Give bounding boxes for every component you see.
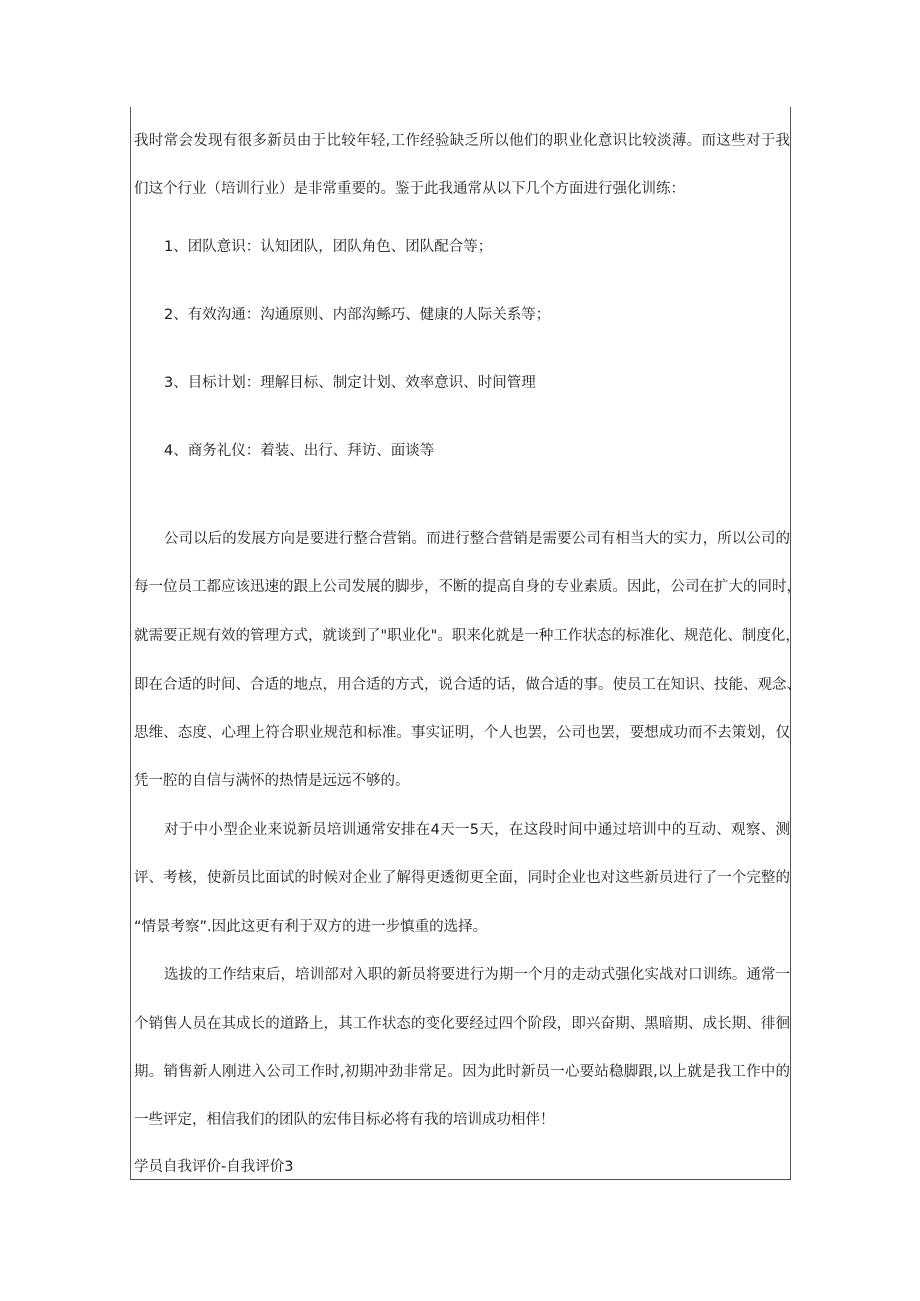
list-item-1: 1、团队意识：认知团队，团队角色、团队配合等； xyxy=(164,239,493,255)
para2-line-5: 思维、态度、心理上符合职业规范和标准。事实证明，个人也罢，公司也罢，要想成功而不去策划，仅 xyxy=(134,725,790,741)
para2-line-3: 就需要正规有效的管理方式，就谈到了"职业化"。职来化就是一种工作状态的标准化、规范化、制度化， xyxy=(134,628,800,644)
para2-line-6: 凭一腔的自信与满怀的热情是远远不够的。 xyxy=(134,773,410,789)
para4-line-3: 期。销售新人刚进入公司工作时,初期冲劲非常足。因为此时新员一心要站稳脚跟,以上就是我工作中的 xyxy=(134,1064,790,1080)
section-title: 学员自我评价-自我评价3 xyxy=(134,1159,294,1175)
list-item-3: 3、目标计划：理解目标、制定计划、效率意识、时间管理 xyxy=(164,375,536,391)
list-item-4: 4、商务礼仪：着装、出行、拜访、面谈等 xyxy=(164,443,435,459)
para2-line-1: 公司以后的发展方向是要进行整合营销。而进行整合营销是需要公司有相当大的实力，所以公司的 xyxy=(164,531,790,547)
para3-line-2: 评、考核，使新员比面试的时候对企业了解得更透彻更全面，同时企业也对这些新员进行了一个完整的 xyxy=(134,870,790,886)
para1-line-1: 我时常会发现有很多新员由于比较年轻,工作经验缺乏所以他们的职业化意识比较淡薄。而这些对于我 xyxy=(134,133,790,149)
para4-line-1: 选拔的工作结束后，培训部对入职的新员将要进行为期一个月的走动式强化实战对口训练。通常一 xyxy=(164,967,790,983)
list-item-2: 2、有效沟通：沟通原则、内部沟鲧巧、健康的人际关系等； xyxy=(164,307,551,323)
para1-line-2: 们这个行业（培训行业）是非常重要的。鉴于此我通常从以下几个方面进行强化训练： xyxy=(134,181,685,197)
para4-line-4: 一些评定，相信我们的团队的宏伟目标必将有我的培训成功相伴！ xyxy=(134,1112,555,1128)
para3-line-3: “情景考察”.因此这更有利于双方的进一步慎重的选择。 xyxy=(134,919,488,935)
para2-line-4: 即在合适的时间、合适的地点，用合适的方式，说合适的话，做合适的事。使员工在知识、技能、观念、 xyxy=(134,677,801,693)
para2-line-2: 每一位员工都应该迅速的跟上公司发展的脚步，不断的提高自身的专业素质。因此，公司在扩大的同时， xyxy=(134,579,801,595)
para3-line-1: 对于中小型企业来说新员培训通常安排在4天一5天，在这段时间中通过培训中的互动、观察、测 xyxy=(164,822,790,838)
para4-line-2: 个销售人员在其成长的道路上，其工作状态的变化要经过四个阶段，即兴奋期、黑暗期、成长期、徘徊 xyxy=(134,1016,790,1032)
